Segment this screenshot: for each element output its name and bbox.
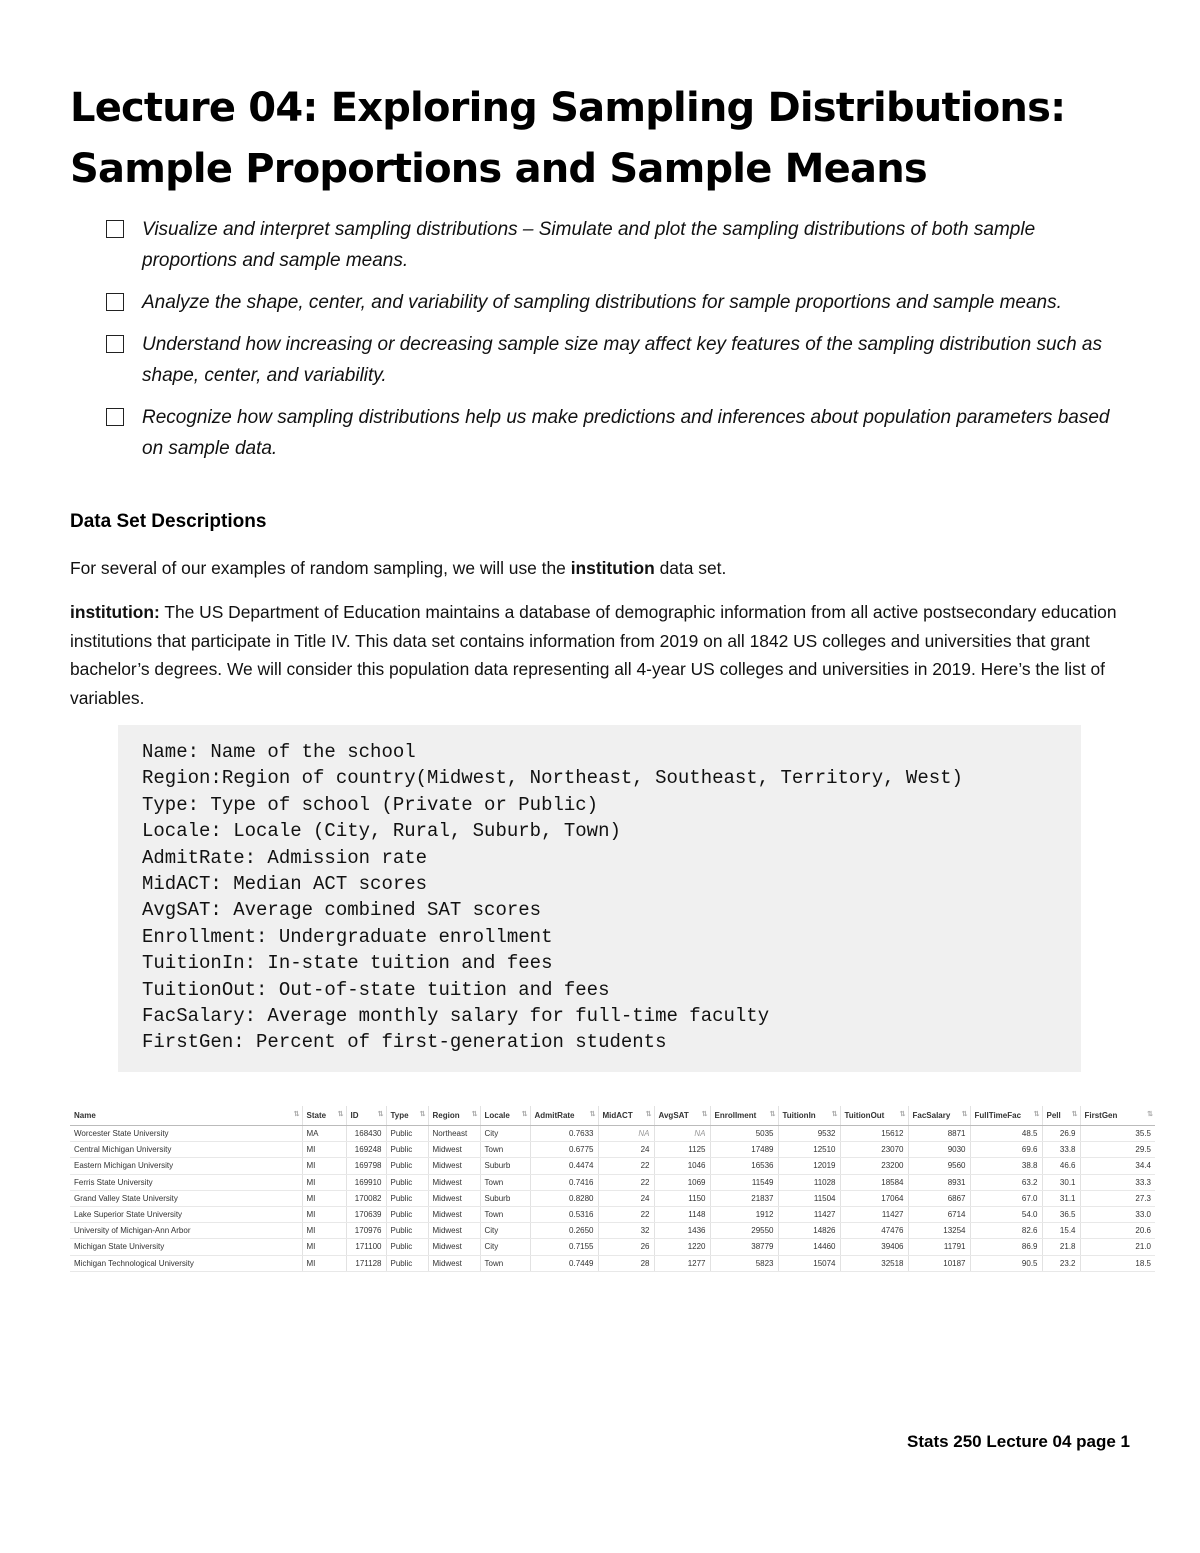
variable-line: Region:Region of country(Midwest, Northeast, Southeast, Territory, West) [142, 767, 963, 790]
table-cell: Public [386, 1190, 428, 1206]
objective-item [104, 329, 1124, 391]
column-header[interactable] [530, 1106, 598, 1126]
table-cell: MI [302, 1239, 346, 1255]
table-cell: 48.5 [970, 1126, 1042, 1142]
table-cell: NA [654, 1126, 710, 1142]
table-cell: 1277 [654, 1255, 710, 1271]
intro-text-end: data set. [654, 558, 727, 578]
table-cell: 11791 [908, 1239, 970, 1255]
column-header[interactable] [70, 1106, 302, 1126]
table-cell: Suburb [480, 1158, 530, 1174]
variable-line: FirstGen: Percent of first-generation students [142, 1031, 667, 1054]
table-cell: 8871 [908, 1126, 970, 1142]
table-cell: Public [386, 1255, 428, 1271]
table-cell: MI [302, 1142, 346, 1158]
table-cell: City [480, 1223, 530, 1239]
variable-line: Type: Type of school (Private or Public) [142, 793, 599, 816]
table-row [70, 1255, 1155, 1271]
table-cell: Midwest [428, 1206, 480, 1222]
sort-icon[interactable]: ⇅ [1147, 1111, 1153, 1118]
variable-line: Enrollment: Undergraduate enrollment [142, 925, 553, 948]
table-cell: 69.6 [970, 1142, 1042, 1158]
table-cell: 169910 [346, 1174, 386, 1190]
table-cell: 169798 [346, 1158, 386, 1174]
sort-icon[interactable]: ⇅ [769, 1111, 776, 1118]
table-cell: Grand Valley State University [70, 1190, 302, 1206]
table-cell: 171128 [346, 1255, 386, 1271]
table-cell: 5035 [710, 1126, 778, 1142]
table-cell: 1125 [654, 1142, 710, 1158]
column-header[interactable] [970, 1106, 1042, 1126]
table-cell: Midwest [428, 1142, 480, 1158]
section-heading: Data Set Descriptions [70, 511, 267, 532]
table-cell: 169248 [346, 1142, 386, 1158]
table-cell: 86.9 [970, 1239, 1042, 1255]
variable-line: Name: Name of the school [142, 741, 416, 763]
table-cell: 1069 [654, 1174, 710, 1190]
column-header[interactable] [840, 1106, 908, 1126]
table-cell: 8931 [908, 1174, 970, 1190]
table-cell: 0.7449 [530, 1255, 598, 1271]
table-cell: Suburb [480, 1190, 530, 1206]
table-cell: Midwest [428, 1239, 480, 1255]
column-header-label: Type [390, 1111, 409, 1120]
title-line-1: Lecture 04: Exploring Sampling Distributions: [70, 85, 1066, 131]
table-cell: 15074 [778, 1255, 840, 1271]
table-row [70, 1158, 1155, 1174]
table-cell: Town [480, 1174, 530, 1190]
table-cell: 90.5 [970, 1255, 1042, 1271]
institution-data-table [70, 1106, 1155, 1272]
sort-icon[interactable]: ⇅ [1071, 1111, 1078, 1118]
sort-icon[interactable]: ⇅ [831, 1111, 838, 1118]
table-cell: 15.4 [1042, 1223, 1080, 1239]
sort-icon[interactable]: ⇅ [521, 1111, 528, 1118]
column-header[interactable] [1042, 1106, 1080, 1126]
table-cell: 20.6 [1080, 1223, 1155, 1239]
table-row [70, 1190, 1155, 1206]
table-cell: 1148 [654, 1206, 710, 1222]
variable-line: AvgSAT: Average combined SAT scores [142, 899, 542, 922]
column-header[interactable] [302, 1106, 346, 1126]
table-cell: 22 [598, 1206, 654, 1222]
table-cell: MI [302, 1190, 346, 1206]
sort-icon[interactable]: ⇅ [293, 1111, 300, 1118]
table-cell: 33.8 [1042, 1142, 1080, 1158]
variable-line: TuitionIn: In-state tuition and fees [142, 952, 553, 975]
table-cell: 38.8 [970, 1158, 1042, 1174]
sort-icon[interactable]: ⇅ [1033, 1111, 1040, 1118]
table-cell: 15612 [840, 1126, 908, 1142]
table-cell: 21.8 [1042, 1239, 1080, 1255]
objective-text: Recognize how sampling distributions help us make predictions and inferences about population parameters based on sample data. [142, 407, 1110, 459]
column-header-label: AdmitRate [534, 1111, 575, 1120]
table-cell: 29.5 [1080, 1142, 1155, 1158]
table-cell: Eastern Michigan University [70, 1158, 302, 1174]
column-header[interactable] [598, 1106, 654, 1126]
objective-text: Analyze the shape, center, and variability of sampling distributions for sample proportions and sample means. [142, 292, 1062, 313]
page-footer: Stats 250 Lecture 04 page 1 [906, 1432, 1130, 1451]
table-cell: University of Michigan-Ann Arbor [70, 1223, 302, 1239]
table-cell: 47476 [840, 1223, 908, 1239]
table-cell: Michigan Technological University [70, 1255, 302, 1271]
table-cell: 9532 [778, 1126, 840, 1142]
variable-line: FacSalary: Average monthly salary for full-time faculty [142, 1005, 770, 1028]
table-cell: 67.0 [970, 1190, 1042, 1206]
table-cell: 11549 [710, 1174, 778, 1190]
column-header-label: Region [432, 1111, 460, 1120]
sort-icon[interactable]: ⇅ [471, 1111, 478, 1118]
table-cell: 13254 [908, 1223, 970, 1239]
variable-line: AdmitRate: Admission rate [142, 846, 428, 869]
sort-icon[interactable]: ⇅ [589, 1111, 596, 1118]
column-header-label: Name [74, 1111, 96, 1120]
table-row [70, 1142, 1155, 1158]
table-header-row [70, 1106, 1155, 1126]
table-cell: 17064 [840, 1190, 908, 1206]
table-cell: 11427 [840, 1206, 908, 1222]
table-cell: 23.2 [1042, 1255, 1080, 1271]
column-header[interactable] [386, 1106, 428, 1126]
table-cell: 17489 [710, 1142, 778, 1158]
table-cell: 0.7155 [530, 1239, 598, 1255]
table-cell: 29550 [710, 1223, 778, 1239]
table-cell: Town [480, 1206, 530, 1222]
sort-icon[interactable]: ⇅ [961, 1111, 968, 1118]
checkbox-icon[interactable] [106, 335, 124, 353]
table-cell: Midwest [428, 1255, 480, 1271]
table-cell: Public [386, 1239, 428, 1255]
dataset-description [70, 598, 1145, 712]
column-header-label: State [306, 1111, 327, 1120]
sort-icon[interactable]: ⇅ [645, 1111, 652, 1118]
table-cell: City [480, 1126, 530, 1142]
table-cell: 24 [598, 1142, 654, 1158]
table-cell: 36.5 [1042, 1206, 1080, 1222]
column-header[interactable] [480, 1106, 530, 1126]
table-cell: Worcester State University [70, 1126, 302, 1142]
table-row [70, 1206, 1155, 1222]
table-cell: 10187 [908, 1255, 970, 1271]
table-cell: Midwest [428, 1190, 480, 1206]
table-cell: MI [302, 1223, 346, 1239]
sort-icon[interactable]: ⇅ [337, 1111, 344, 1118]
table-row [70, 1239, 1155, 1255]
table-cell: 24 [598, 1190, 654, 1206]
table-cell: 33.3 [1080, 1174, 1155, 1190]
table-cell: 22 [598, 1174, 654, 1190]
variable-line: MidACT: Median ACT scores [142, 873, 428, 896]
table-cell: 0.4474 [530, 1158, 598, 1174]
column-header-label: FullTimeFac [974, 1111, 1022, 1120]
table-cell: 38779 [710, 1239, 778, 1255]
table-cell: 0.5316 [530, 1206, 598, 1222]
table-cell: 11028 [778, 1174, 840, 1190]
table-cell: 6714 [908, 1206, 970, 1222]
table-cell: 21837 [710, 1190, 778, 1206]
table-cell: MI [302, 1174, 346, 1190]
table-cell: 170082 [346, 1190, 386, 1206]
table-cell: Town [480, 1142, 530, 1158]
column-header-label: Locale [484, 1111, 510, 1120]
table-cell: 0.7416 [530, 1174, 598, 1190]
table-cell: 21.0 [1080, 1239, 1155, 1255]
table-cell: Public [386, 1223, 428, 1239]
variable-line: TuitionOut: Out-of-state tuition and fees [142, 978, 610, 1001]
table-cell: Lake Superior State University [70, 1206, 302, 1222]
table-cell: 14826 [778, 1223, 840, 1239]
table-cell: Northeast [428, 1126, 480, 1142]
table-cell: 54.0 [970, 1206, 1042, 1222]
table-row [70, 1174, 1155, 1190]
checkbox-icon[interactable] [106, 220, 124, 238]
objective-item [104, 287, 1124, 318]
table-cell: 11504 [778, 1190, 840, 1206]
checkbox-icon[interactable] [106, 408, 124, 426]
title-line-2: Sample Proportions and Sample Means [70, 146, 927, 192]
table-cell: 27.3 [1080, 1190, 1155, 1206]
table-cell: Midwest [428, 1174, 480, 1190]
table-body [70, 1126, 1155, 1272]
table-cell: Ferris State University [70, 1174, 302, 1190]
table-cell: 23200 [840, 1158, 908, 1174]
table-cell: 11427 [778, 1206, 840, 1222]
table-cell: 34.4 [1080, 1158, 1155, 1174]
table-cell: 18584 [840, 1174, 908, 1190]
variable-line: Locale: Locale (City, Rural, Suburb, Town) [142, 820, 621, 843]
table-cell: 0.2650 [530, 1223, 598, 1239]
page-title [70, 78, 1150, 200]
table-cell: MA [302, 1126, 346, 1142]
data-table-screenshot [70, 1106, 1155, 1272]
table-cell: 31.1 [1042, 1190, 1080, 1206]
table-cell: Midwest [428, 1158, 480, 1174]
sort-icon[interactable]: ⇅ [701, 1111, 708, 1118]
table-cell: 28 [598, 1255, 654, 1271]
column-header-label: TuitionOut [844, 1111, 885, 1120]
column-header-label: AvgSAT [658, 1111, 689, 1120]
table-cell: 30.1 [1042, 1174, 1080, 1190]
table-cell: 26 [598, 1239, 654, 1255]
table-cell: 46.6 [1042, 1158, 1080, 1174]
table-cell: 170976 [346, 1223, 386, 1239]
table-cell: City [480, 1239, 530, 1255]
variable-list-codebox [118, 725, 1081, 1072]
objectives-checklist [104, 214, 1124, 475]
table-cell: MI [302, 1206, 346, 1222]
table-cell: 0.7633 [530, 1126, 598, 1142]
table-cell: 0.6775 [530, 1142, 598, 1158]
objective-item [104, 402, 1124, 464]
table-cell: 1436 [654, 1223, 710, 1239]
table-cell: 26.9 [1042, 1126, 1080, 1142]
objective-item [104, 214, 1124, 276]
sort-icon[interactable]: ⇅ [419, 1111, 426, 1118]
intro-paragraph [70, 554, 1145, 583]
column-header[interactable] [428, 1106, 480, 1126]
table-cell: 168430 [346, 1126, 386, 1142]
table-cell: Public [386, 1206, 428, 1222]
table-cell: Central Michigan University [70, 1142, 302, 1158]
table-cell: 0.8280 [530, 1190, 598, 1206]
table-cell: 9030 [908, 1142, 970, 1158]
table-cell: 170639 [346, 1206, 386, 1222]
table-cell: 39406 [840, 1239, 908, 1255]
dataset-name: institution [570, 558, 655, 578]
table-cell: 6867 [908, 1190, 970, 1206]
table-cell: 9560 [908, 1158, 970, 1174]
table-cell: NA [598, 1126, 654, 1142]
table-cell: MI [302, 1158, 346, 1174]
objective-text: Visualize and interpret sampling distributions – Simulate and plot the sampling distributions of both sample proportions and sample means. [142, 219, 1036, 271]
table-cell: 171100 [346, 1239, 386, 1255]
table-cell: 63.2 [970, 1174, 1042, 1190]
table-cell: 23070 [840, 1142, 908, 1158]
checkbox-icon[interactable] [106, 293, 124, 311]
column-header-label: MidACT [602, 1111, 633, 1120]
column-header-label: Pell [1046, 1111, 1061, 1120]
intro-text: For several of our examples of random sampling, we will use the [70, 558, 571, 578]
table-cell: 18.5 [1080, 1255, 1155, 1271]
table-cell: 35.5 [1080, 1126, 1155, 1142]
table-cell: 16536 [710, 1158, 778, 1174]
column-header-label: FacSalary [912, 1111, 951, 1120]
dataset-label: institution: [70, 602, 160, 622]
table-row [70, 1223, 1155, 1239]
table-cell: 14460 [778, 1239, 840, 1255]
column-header-label: FirstGen [1084, 1111, 1118, 1120]
objective-text: Understand how increasing or decreasing sample size may affect key features of the sampling distribution such as shape, center, and variability. [142, 334, 1102, 386]
sort-icon[interactable]: ⇅ [899, 1111, 906, 1118]
table-cell: Midwest [428, 1223, 480, 1239]
table-cell: 32 [598, 1223, 654, 1239]
table-cell: Public [386, 1174, 428, 1190]
table-cell: Public [386, 1126, 428, 1142]
table-cell: MI [302, 1255, 346, 1271]
column-header[interactable] [654, 1106, 710, 1126]
sort-icon[interactable]: ⇅ [377, 1111, 384, 1118]
column-header[interactable] [778, 1106, 840, 1126]
table-cell: 32518 [840, 1255, 908, 1271]
column-header-label: Enrollment [714, 1111, 757, 1120]
column-header[interactable] [908, 1106, 970, 1126]
table-row [70, 1126, 1155, 1142]
table-cell: 12019 [778, 1158, 840, 1174]
column-header[interactable] [346, 1106, 386, 1126]
column-header-label: TuitionIn [782, 1111, 816, 1120]
table-cell: 5823 [710, 1255, 778, 1271]
table-cell: Public [386, 1142, 428, 1158]
table-cell: 82.6 [970, 1223, 1042, 1239]
dataset-description-text: The US Department of Education maintains a database of demographic information from all active postsecondary education institutions that participate in Title IV. This data set contains information from 2019 on all 1842 US colleges and universities that grant bachelor’s degrees. We will consider this population data representing all 4-year US colleges and universities in 2019. Here’s the list of variables. [70, 602, 1117, 708]
table-cell: 1220 [654, 1239, 710, 1255]
column-header[interactable] [1080, 1106, 1155, 1126]
column-header[interactable] [710, 1106, 778, 1126]
column-header-label: ID [350, 1111, 359, 1120]
table-cell: 22 [598, 1158, 654, 1174]
table-cell: 1046 [654, 1158, 710, 1174]
table-cell: Town [480, 1255, 530, 1271]
table-cell: 1150 [654, 1190, 710, 1206]
table-cell: 1912 [710, 1206, 778, 1222]
table-cell: 33.0 [1080, 1206, 1155, 1222]
table-cell: Public [386, 1158, 428, 1174]
table-cell: 12510 [778, 1142, 840, 1158]
table-cell: Michigan State University [70, 1239, 302, 1255]
